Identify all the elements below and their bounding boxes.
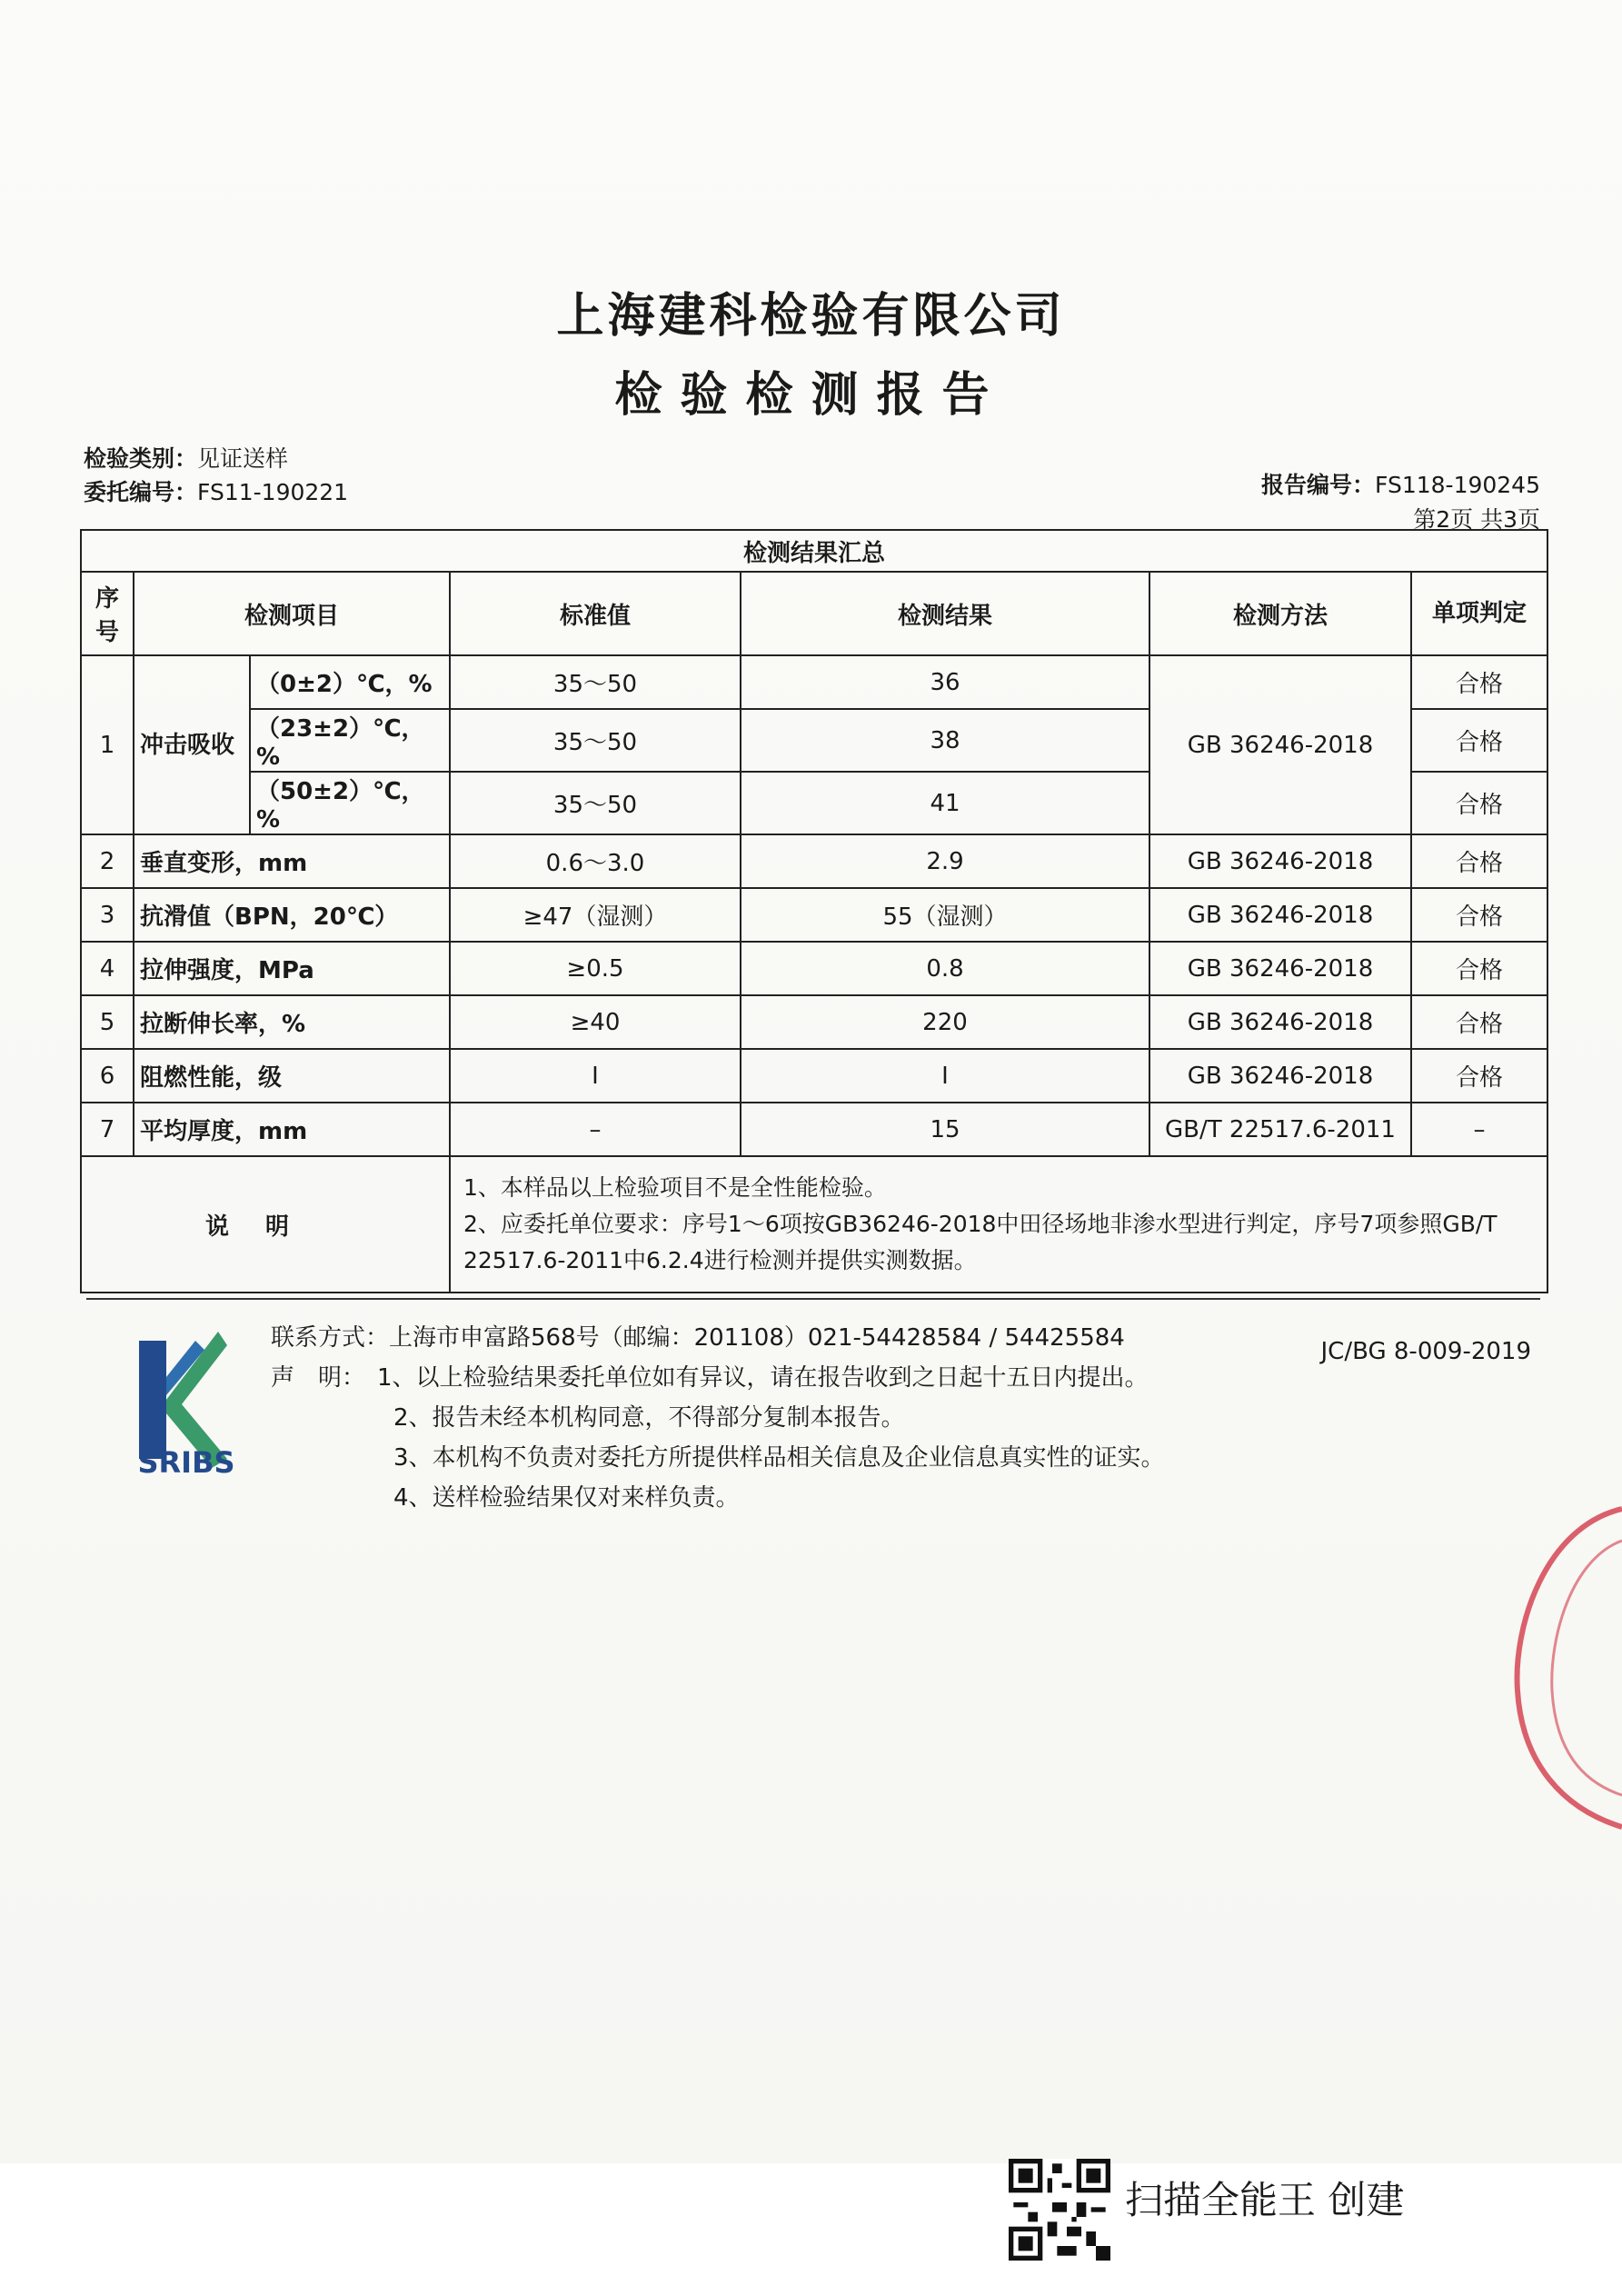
statement-item: 3、本机构不负责对委托方所提供样品相关信息及企业信息真实性的证实。 (393, 1444, 1165, 1472)
seq-cell: 5 (81, 995, 134, 1049)
judge-cell: 合格 (1411, 888, 1547, 942)
seq-cell: 7 (81, 1103, 134, 1156)
statement-item: 2、报告未经本机构同意，不得部分复制本报告。 (393, 1404, 905, 1432)
header-method: 检测方法 (1149, 572, 1411, 655)
item-cell: 阻燃性能，级 (134, 1049, 450, 1103)
method-cell: GB 36246-2018 (1149, 942, 1411, 995)
seq-cell: 1 (81, 655, 134, 834)
page-info: 第2页 共3页 (1413, 506, 1540, 533)
item-cell: 垂直变形，mm (134, 834, 450, 888)
report-number: 报告编号：FS118-190245 (1261, 472, 1540, 498)
result-cell: 55（湿测） (741, 888, 1149, 942)
standard-cell: – (450, 1103, 741, 1156)
seq-cell: 6 (81, 1049, 134, 1103)
results-table (80, 529, 1548, 1293)
method-cell: GB 36246-2018 (1149, 834, 1411, 888)
qr-code-icon (1009, 2159, 1110, 2261)
item-cell: 拉伸强度，MPa (134, 942, 450, 995)
notes-row (81, 1156, 1547, 1293)
table-row (81, 1049, 1547, 1103)
result-cell: 0.8 (741, 942, 1149, 995)
method-cell: GB 36246-2018 (1149, 1049, 1411, 1103)
header-judge: 单项判定 (1411, 572, 1547, 655)
table-row (81, 834, 1547, 888)
notes-label: 说明 (81, 1156, 450, 1293)
judge-cell: – (1411, 1103, 1547, 1156)
statement-item: 1、以上检验结果委托单位如有异议，请在报告收到之日起十五日内提出。 (377, 1364, 1149, 1392)
company-name: 上海建科检验有限公司 (556, 289, 1066, 344)
result-cell: I (741, 1049, 1149, 1103)
inspect-type: 检验类别：见证送样 (84, 445, 289, 472)
note-item: 1、本样品以上检验项目不是全性能检验。 (463, 1174, 887, 1201)
result-cell: 15 (741, 1103, 1149, 1156)
judge-cell: 合格 (1411, 1049, 1547, 1103)
result-cell: 2.9 (741, 834, 1149, 888)
judge-cell: 合格 (1411, 709, 1547, 772)
table-row (81, 1103, 1547, 1156)
standard-cell: ≥47（湿测） (450, 888, 741, 942)
statement-list (377, 1358, 1165, 1518)
item-cell: 冲击吸收 (134, 655, 250, 834)
entrust-number: 委托编号：FS11-190221 (84, 479, 349, 505)
result-cell: 220 (741, 995, 1149, 1049)
header-row (81, 572, 1547, 655)
header-seq: 序号 (81, 572, 134, 655)
standard-cell: 35～50 (450, 655, 741, 709)
standard-cell: 35～50 (450, 772, 741, 834)
method-cell: GB 36246-2018 (1149, 888, 1411, 942)
standard-cell: 0.6～3.0 (450, 834, 741, 888)
condition-cell: （50±2）℃，% (250, 772, 450, 834)
judge-cell: 合格 (1411, 942, 1547, 995)
standard-cell: ≥0.5 (450, 942, 741, 995)
table-caption: 检测结果汇总 (81, 530, 1547, 572)
header-standard: 标准值 (450, 572, 741, 655)
judge-cell: 合格 (1411, 995, 1547, 1049)
item-cell: 平均厚度，mm (134, 1103, 450, 1156)
item-cell: 拉断伸长率，% (134, 995, 450, 1049)
judge-cell: 合格 (1411, 772, 1547, 834)
statement-label: 声 明： (271, 1364, 366, 1392)
condition-cell: （0±2）℃，% (250, 655, 450, 709)
method-cell: GB/T 22517.6-2011 (1149, 1103, 1411, 1156)
standard-cell: I (450, 1049, 741, 1103)
section-divider (86, 1298, 1540, 1300)
red-seal-stamp-icon (1508, 1491, 1622, 1836)
result-cell: 36 (741, 655, 1149, 709)
footer-text: 扫描全能王 创建 (1125, 2178, 1405, 2222)
seq-cell: 4 (81, 942, 134, 995)
statement-item: 4、送样检验结果仅对来样负责。 (393, 1484, 740, 1512)
contact-line: 联系方式：上海市申富路568号（邮编：201108）021-54428584 / 54425584 (271, 1324, 1125, 1352)
result-cell: 38 (741, 709, 1149, 772)
method-cell: GB 36246-2018 (1149, 995, 1411, 1049)
standard-cell: 35～50 (450, 709, 741, 772)
note-item: 2、应委托单位要求：序号1～6项按GB36246-2018中田径场地非渗水型进行判定，序号7项参照GB/T 22517.6-2011中6.2.4进行检测并提供实测数据。 (463, 1211, 1498, 1273)
seq-cell: 2 (81, 834, 134, 888)
table-row (81, 942, 1547, 995)
logo-text: SRIBS (137, 1445, 235, 1480)
result-cell: 41 (741, 772, 1149, 834)
doc-code: JC/BG 8-009-2019 (1320, 1338, 1531, 1365)
header-item: 检测项目 (134, 572, 450, 655)
judge-cell: 合格 (1411, 655, 1547, 709)
standard-cell: ≥40 (450, 995, 741, 1049)
seq-cell: 3 (81, 888, 134, 942)
report-title: 检验检测报告 (614, 368, 1008, 423)
item-cell: 抗滑值（BPN，20℃） (134, 888, 450, 942)
table-row (81, 655, 1547, 709)
judge-cell: 合格 (1411, 834, 1547, 888)
condition-cell: （23±2）℃，% (250, 709, 450, 772)
header-result: 检测结果 (741, 572, 1149, 655)
notes-content (450, 1156, 1547, 1293)
table-row (81, 995, 1547, 1049)
method-cell: GB 36246-2018 (1149, 655, 1411, 834)
table-row (81, 888, 1547, 942)
